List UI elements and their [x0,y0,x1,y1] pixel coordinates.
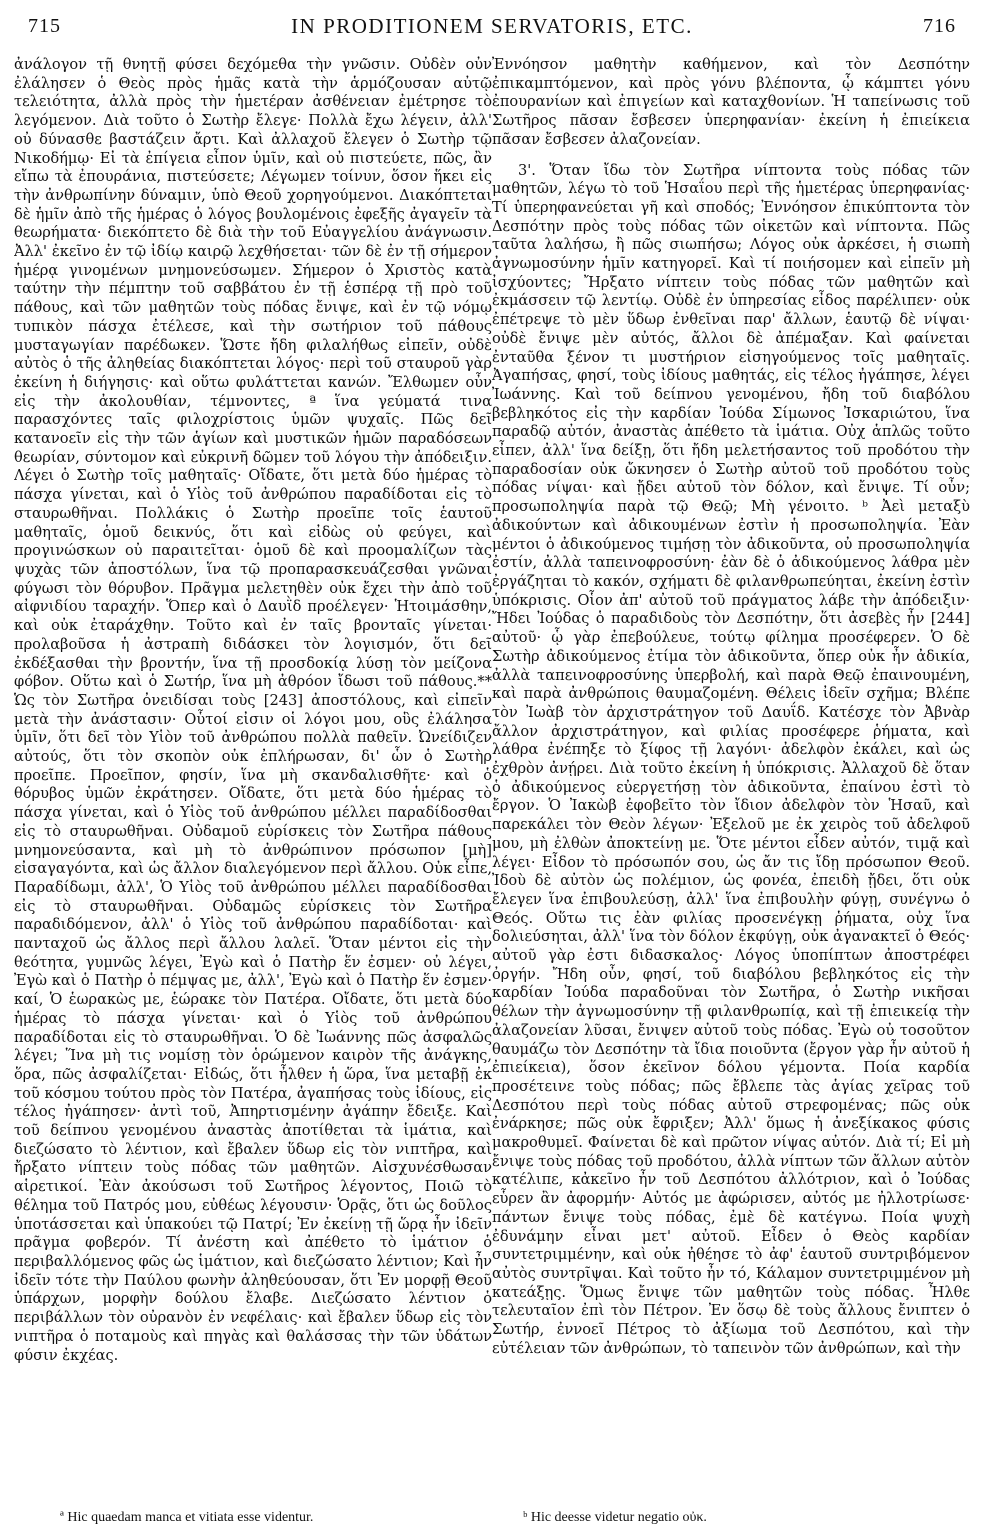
right-column [492,56,970,1496]
running-title: IN PRODITIONEM SERVATORIS, ETC. [291,13,693,38]
left-column-text: ἀνάλογον τῇ θνητῇ φύσει δεχόμεθα τὴν γνῶσιν. Οὐδὲν οὖν ἐλάλησεν ὁ Θεὸς πρὸς ἡμᾶς κατὰ τὴν ἁρμόζουσαν αὐτῷ τελειότητα, ἀλλὰ πρὸς τὴν ἡμετέραν ἀσθένειαν ἐμέτρησε τὸ λεγόμενον. Διὰ τοῦτο ὁ Σωτὴρ ἔλεγε· Πολλὰ ἔχω λέγειν, ἀλλ' οὐ δύνασθε βαστάζειν ἄρτι. Καὶ ἀλλαχοῦ ἔλεγεν ὁ Σωτὴρ τῷ Νικοδήμῳ· Εἰ τὰ ἐπίγεια εἶπον ὑμῖν, καὶ οὐ πιστεύετε, πῶς, ἂν εἴπω τὰ ἐπουράνια, πιστεύσετε; Λέγωμεν τοίνυν, ὅσον ἥκει εἰς τὴν ἀνθρωπίνην δύναμιν, ὑπὸ Θεοῦ χορηγούμενοι. Διακόπτεται δὲ ἡμῖν ἀπὸ τῆς ἡμέρας ὁ λόγος βουλομένοις ἐφεξῆς ἀγαγεῖν τὰ θεωρήματα· διεκόπτετο δὲ διὰ τὴν τοῦ Εὐαγγελίου ἀνάγνωσιν. Ἀλλ' ἐκεῖνο ἐν τῷ ἰδίῳ καιρῷ λεχθήσεται· τῶν δὲ ἐν τῇ σήμερον ἡμέρᾳ γινομένων μνημονεύσωμεν. Σήμερον ὁ Χριστὸς κατὰ ταύτην τὴν πέμπτην τοῦ σαββάτου ἐν τῇ ἑσπέρᾳ τῇ πρὸ τοῦ πάθους, καὶ τῶν μαθητῶν τοὺς πόδας ἔνιψε, καὶ ἐν τῷ νόμῳ τυπικὸν πάσχα ἐτέλεσε, καὶ τὴν σωτήριον τοῦ πάθους μυσταγωγίαν παρέδωκεν. Ὥστε ἤδη φιλαλήθως εἰπεῖν, οὐδὲ αὐτὸς ὁ τῆς ἀληθείας διακόπτεται λόγος· περὶ τοῦ σταυροῦ γὰρ ἐκείνη ἡ διήγησις· καὶ οὕτω φυλάττεται κανών. Ἔλθωμεν οὖν εἰς τὴν ἀκολουθίαν, τέμνοντες, ª ἵνα γεύματά τινα παρασχόντες ταῖς φιλοχρίστοις ὑμῶν ψυχαῖς. Πῶς δεῖ κατανοεῖν εἰς τὴν τῶν ἁγίων καὶ μυστικῶν ἡμῶν παραδόσεων θεωρίαν, σύντομον καὶ εὐκρινῆ δῶμεν τοῦ λόγου τὴν ἀπόδειξιν. Λέγει ὁ Σωτὴρ τοῖς μαθηταῖς· Οἴδατε, ὅτι μετὰ δύο ἡμέρας τὸ πάσχα γίνεται, καὶ ὁ Υἱὸς τοῦ ἀνθρώπου παραδίδοται εἰς τὸ σταυρωθῆναι. Πολλάκις ὁ Σωτὴρ προεῖπε τοῖς ἑαυτοῦ μαθηταῖς, ὁμοῦ δεικνύς, ὅτι καὶ εἰδὼς οὐ φεύγει, καὶ προγινώσκων οὐ παραιτεῖται· ὁμοῦ δὲ καὶ προομαλίζων τὰς ψυχὰς τῶν ἀποστόλων, ἵνα τῷ προπαρασκευάζεσθαι γνῶναι φύγωσι τὸν θόρυβον. Πρᾶγμα μελετηθὲν οὐκ ἔχει τὴν ἀπὸ τοῦ αἰφνιδίου ταραχήν. Ὅπερ καὶ ὁ Δαυῒδ προέλεγεν· Ἡτοιμάσθην, καὶ οὐκ ἐταράχθην. Τοῦτο καὶ ἐν ταῖς βρονταῖς γίνεται· προλαβοῦσα ἡ ἀστραπὴ διδάσκει τὸν λογισμόν, ὅτι δεῖ ἐκδέξασθαι τὴν βροντήν, ἵνα τῇ προσδοκίᾳ λύσῃ τὸν μείζονα φόβον. Οὕτω καὶ ὁ Σωτήρ, ἵνα μὴ ἀθρόον ἴδωσι τοῦ πάθους.** Ὡς τὸν Σωτῆρα ὀνειδίσαι τοὺς [243] ἀποστόλους, καὶ εἰπεῖν μετὰ τὴν ἀνάστασιν· Οὗτοί εἰσιν οἱ λόγοι μου, οὓς ἐλάλησα ὑμῖν, ὅτι δεῖ τὸν Υἱὸν τοῦ ἀνθρώπου πολλὰ παθεῖν. Ὠνείδιζεν αὐτούς, ὅτι τὸν σκοπὸν οὐκ ἐπλήρωσαν, δι' ὧν ὁ Σωτὴρ προεῖπε. Προεῖπον, φησίν, ἵνα μὴ σκανδαλισθῆτε· καὶ ὁ θόρυβος ὑμῶν ἐκράτησεν. Οἴδατε, ὅτι μετὰ δύο ἡμέρας τὸ πάσχα γίνεται, καὶ ὁ Υἱὸς τοῦ ἀνθρώπου μέλλει παραδίδοσθαι εἰς τὸ σταυρωθῆναι. Οὐδαμοῦ εὑρίσκεις τὸν Σωτῆρα πάθους μνημονεύσαντα, καὶ μὴ τὸ ἀνθρώπινον πρόσωπον [μὴ] εἰσαγαγόντα, καὶ ὡς ἄλλον διαλεγόμενον περὶ ἄλλου. Οὐκ εἶπε, Παραδίδωμι, ἀλλ', Ὁ Υἱὸς τοῦ ἀνθρώπου μέλλει παραδίδοσθαι εἰς τὸ σταυρωθῆναι. Οὐδαμῶς εὑρίσκεις τὸν Σωτῆρα παραδιδόμενον, ἀλλ' ὁ Υἱὸς τοῦ ἀνθρώπου παραδίδοται· καὶ πανταχοῦ ὡς ἄλλος περὶ ἄλλου λαλεῖ. Ὅταν μέντοι εἰς τὴν θεότητα, γυμνῶς λέγει, Ἐγὼ καὶ ὁ Πατὴρ ἕν ἐσμεν· οὐ λέγει, Ἐγὼ καὶ ὁ Πατὴρ ὁ πέμψας με, ἀλλ', Ἐγὼ καὶ ὁ Πατὴρ ἕν ἐσμεν· καί, Ὁ ἑωρακὼς με, ἑώρακε τὸν Πατέρα. Οἴδατε, ὅτι μετὰ δύο ἡμέρας τὸ πάσχα γίνεται· καὶ ὁ Υἱὸς τοῦ ἀνθρώπου παραδίδοται εἰς τὸ σταυρωθῆναι. Ὁ δὲ Ἰωάννης πῶς ἀσφαλῶς λέγει; Ἵνα μὴ τις νομίσῃ τὸν ὁρώμενον καιρὸν τῆς ἀνάγκης, ὅρα, πῶς ἀσφαλίζεται· Εἰδώς, ὅτι ἦλθεν ἡ ὥρα, ἵνα μεταβῇ ἐκ τοῦ κόσμου τούτου πρὸς τὸν Πατέρα, ἀγαπήσας τοὺς ἰδίους, εἰς τέλος ἠγάπησεν· ἀντὶ τοῦ, Ἀπηρτισμένην ἀγάπην ἔδειξε. Καὶ τοῦ δείπνου γενομένου ἀναστὰς ἀποτίθεται τὰ ἱμάτια, καὶ διεζώσατο τὸ λέντιον, καὶ ἔβαλεν ὕδωρ εἰς τὸν νιπτῆρα, καὶ ἤρξατο νίπτειν τοὺς πόδας τῶν μαθητῶν. Αἰσχυνέσθωσαν αἱρετικοί. Ἐὰν ἀκούσωσι τοῦ Σωτῆρος λέγοντος, Ποιῶ τὸ θέλημα τοῦ Πατρός μου, εὐθέως λέγουσιν· Ὁρᾷς, ὅτι ὡς δοῦλος ὑποτάσσεται καὶ ὑπακούει τῷ Πατρί; Ἐν ἐκείνῃ τῇ ὥρᾳ ἦν ἰδεῖν πρᾶγμα φοβερόν. Τί ἀνέστη καὶ ἀπέθετο τὸ ἱμάτιον ὁ περιβαλλόμενος φῶς ὡς ἱμάτιον, καὶ διεζώσατο λέντιον; Καὶ ἦν ἰδεῖν τότε τὴν Παύλου φωνὴν ἀληθεύουσαν, ὅτι Ἐν μορφῇ Θεοῦ ὑπάρχων, μορφὴν δούλου ἔλαβε. Διεζώσατο λέντιον ὁ περιβάλλων τὸν οὐρανὸν ἐν νεφέλαις· καὶ ἔβαλεν ὕδωρ εἰς τὸν νιπτῆρα ὁ ποταμοὺς καὶ πηγὰς καὶ θαλάσσας τὴν τῶν ὑδάτων φύσιν ἐκχέας. [14,56,492,1364]
left-page-number: 715 [28,14,61,37]
left-column [14,56,492,1496]
two-column-body [14,56,970,1496]
right-page-number: 716 [923,14,956,37]
right-column-paragraph-2: 3'. Ὅταν ἴδω τὸν Σωτῆρα νίπτοντα τοὺς πόδας τῶν μαθητῶν, λέγω τὸ τοῦ Ἡσαΐου περὶ τῆς ἡμετέρας ὑπερηφανίας· Τί ὑπερηφανεύεται γῆ καὶ σποδός; Ἐννόησον ἐπικύπτοντα τὸν Δεσπότην πρὸς τοὺς πόδας τῶν οἰκετῶν καὶ νίπτοντα. Πῶς ταῦτα λαλήσω, ἢ πῶς σιωπήσω; Λόγος οὐκ ἀρκέσει, ἡ σιωπὴ ἀγνωμοσύνην ἡμῖν κατηγορεῖ. Καὶ τί ποιήσομεν καὶ εἰπεῖν μὴ ἰσχύοντες; Ἤρξατο νίπτειν τοὺς πόδας τῶν μαθητῶν καὶ ἐκμάσσειν τῷ λεντίῳ. Οὐδὲ ἐν ὑπηρεσίας εἶδος παρέλιπεν· οὐκ ἐπέτρεψε τὸ μὲν ὕδωρ ἐνθεῖναι παρ' ἄλλων, ἑαυτῷ δὲ νίψαι· οὐδὲ ἔνιψε μὲν αὐτός, ἄλλοι δὲ ἀπέμαξαν. Καὶ φαίνεται ἐνταῦθα ξένον τι μυστήριον εἰσηγούμενος τοῖς μαθηταῖς. Ἀγαπήσας, φησί, τοὺς ἰδίους μαθητάς, εἰς τέλος ἠγάπησε, λέγει Ἰωάννης. Καὶ τοῦ δείπνου γενομένου, ἤδη τοῦ διαβόλου βεβληκότος εἰς τὴν καρδίαν Ἰούδα Σίμωνος Ἰσκαριώτου, ἵνα παραδῷ αὐτόν, ἀναστὰς ἀπέθετο τὰ ἱμάτια. Οὐχ ἁπλῶς τοῦτο εἶπεν, ἀλλ' ἵνα δείξῃ, ὅτι ἤδη μελετήσαντος τοῦ προδότου τὴν παραδοσίαν οὐκ ὤκνησεν ὁ Σωτὴρ αὐτοῦ τοῦ προδότου τοὺς πόδας νίψαι· καὶ ᾔδει αὐτοῦ τὸν δόλον, καὶ ἔνιψε. Τί οὖν; προσωποληψία παρὰ τῷ Θεῷ; Μὴ γένοιτο. ᵇ Ἀεὶ μεταξὺ ἀδικούντων καὶ ἀδικουμένων ἐστὶν ἡ προσωποληψία. Ἐὰν μέντοι ὁ ἀδικούμενος τιμήσῃ τὸν ἀδικοῦντα, οὐ προσωποληψία ἐστίν, ἀλλὰ ταπεινοφροσύνη· ἐὰν δὲ ὁ ἀδικούμενος λάθρα μὲν ἐργάζηται τὸ κακόν, σχήματι δὲ φιλανθρωπεύηται, ἐκείνη ἐστὶν ὑπόκρισις. Οἷον ἀπ' αὐτοῦ τοῦ πράγματος λάβε τὴν ἀπόδειξιν· Ἤδει Ἰούδας ὁ παραδιδοὺς τὸν Δεσπότην, ὅτι ἀσεβὲς ἦν [244] αὐτοῦ· ᾧ γὰρ ἐπεβούλευε, τούτῳ φίλημα προσέφερεν. Ὁ δὲ Σωτὴρ ἀδικούμενος ἐτίμα τὸν ἀδικοῦντα, ὅπερ οὐκ ἦν ἀδικία, ἀλλὰ ταπεινοφροσύνης ὑπερβολή, καὶ παρὰ Θεῷ ἐπαινουμένη, καὶ παρὰ ἀνθρώποις θαυμαζομένη. Θέλεις ἰδεῖν σχῆμα; Βλέπε τὸν Ἰωὰβ τὸν ἀρχιστράτηγον τοῦ Δαυΐδ. Κατέσχε τὸν Ἀβνὰρ ἄλλον ἀρχιστράτηγον, καὶ φιλίας προσέφερε ῥήματα, καὶ λάθρα ἐνέπηξε τὸ ξίφος τῇ λαγόνι· ἀδελφὸν ἐκάλει, καὶ ὡς ἐχθρὸν ἀνῄρει. Διὰ τοῦτο ἐκείνη ἡ ὑπόκρισις. Ἀλλαχοῦ δὲ ὅταν ὁ ἀδικούμενος εὐεργετήσῃ τὸν ἀδικοῦντα, ἐπαίνου ἐστὶ τὸ ἔργον. Ὁ Ἰακὼβ ἐφοβεῖτο τὸν ἴδιον ἀδελφὸν τὸν Ἡσαῦ, καὶ παρεκάλει τὸν Θεὸν λέγων· Ἐξελοῦ με ἐκ χειρὸς τοῦ ἀδελφοῦ μου, μὴ ἐλθὼν ἀποκτείνῃ με. Ὅτε μέντοι εἶδεν αὐτόν, τιμᾷ καὶ λέγει· Εἶδον τὸ πρόσωπόν σου, ὡς ἄν τις ἴδῃ πρόσωπον Θεοῦ. Ἰδοὺ δὲ αὐτὸν ὡς πολέμιον, ὡς φονέα, ἐπειδὴ ᾔδει, ὅτι οὐκ ἔλεγεν ἵνα ἐπιβουλεύσῃ, ἀλλ' ἵνα ἐπιβουλὴν φύγῃ, συνέγνω ὁ Θεός. Οὕτω τις ἐὰν φιλίας προσενέγκῃ ῥήματα, οὐχ ἵνα δολιεύσηται, ἀλλ' ἵνα τὸν δόλον ἐκφύγῃ, οὐκ ἀγανακτεῖ ὁ Θεός· αὐτοῦ γὰρ ἐστι διδασκαλος· Λόγος ὑποπίπτων ἀποστρέφει ὀργήν. Ἤδη οὖν, φησί, τοῦ διαβόλου βεβληκότος εἰς τὴν καρδίαν Ἰούδα παραδοῦναι τὸν Σωτῆρα, ὁ Σωτὴρ νικῆσαι θέλων τὴν ἀγνωμοσύνην τῇ φιλανθρωπίᾳ, καὶ τῇ ἐπιεικείᾳ τὴν ἀλαζονείαν λῦσαι, ἔνιψεν αὐτοῦ τοὺς πόδας. Ἐγὼ οὐ τοσοῦτον θαυμάζω τὸν Δεσπότην τὰ ἴδια ποιοῦντα (ἔργον γὰρ ἦν αὐτοῦ ἡ ἐπιείκεια), ὅσον ἐκεῖνον δόλου γέμοντα. Ποία καρδία προσέτεινε τοὺς πόδας; πῶς ἔβλεπε τὰς ἁγίας χεῖρας τοῦ Δεσπότου περὶ τοὺς πόδας αὐτοῦ στρεφομένας; πῶς οὐκ ἐνάρκησε; πῶς οὐκ ἔφριξεν; Ἀλλ' ὅμως ἡ ἀνεξίκακος φύσις μακροθυμεῖ. Φαίνεται δὲ καὶ πρῶτον νίψας αὐτόν. Διὰ τί; Εἰ μὴ ἔνιψε τοὺς πόδας τοῦ προδότου, ἀλλὰ νίπτων τῶν ἄλλων αὐτὸν κατέλιπε, κἀκεῖνο ἦν τοῦ Δεσπότου ἀλλότριον, καὶ ὁ Ἰούδας εὗρεν ἂν ἀφορμήν· Αὐτός με ἀφώρισεν, αὐτός με ἠλλοτρίωσε· πάντων ἔνιψε τοὺς πόδας, ἐμὲ δὲ κατέγνω. Ποία ψυχὴ ἐδυνάμην εἶναι μετ' αὐτοῦ. Εἶδεν ὁ Θεὸς καρδίαν συντετριμμένην, καὶ οὐκ ἠθέησε τὸ ἀφ' ἑαυτοῦ συντριβόμενον αὐτὸς συντρῖψαι. Καὶ τοῦτο ἦν τό, Κάλαμον συντετριμμένον μὴ κατεάξῃς. Ὅμως ἔνιψε τῶν μαθητῶν τοὺς πόδας. Ἦλθε τελευταῖον ἐπὶ τὸν Πέτρον. Ἐν ὅσῳ δὲ τοὺς ἄλλους ἔνιπτεν ὁ Σωτήρ, ἐννοεῖ Πέτρος τὸ ἀξίωμα τοῦ Δεσπότου, καὶ τὴν εὐτέλειαν τῶν ἀνθρώπων, τὸ ταπεινὸν τῶν ἀνθρώπων, καὶ τὴν [492,161,970,1357]
footnote-b: ᵇ Hic deesse videtur negatio οὐκ. [523,1510,707,1525]
footnotes [30,1510,956,1526]
right-column-paragraph-1: Ἐννόησον μαθητὴν καθήμενον, καὶ τὸν Δεσπότην ἐπικαμπτόμενον, καὶ πρὸς γόνυ βλέποντα, ᾧ κάμπτει γόνυ ἐπουρανίων καὶ ἐπιγείων καὶ καταχθονίων. Ἡ ταπείνωσις τοῦ Σωτῆρος πᾶσαν ἔσβεσεν ὑπερηφανίαν· ἐκείνη ἡ ἐπιείκεια πᾶσαν ἔσβεσεν ἀλαζονείαν. [492,56,970,148]
footnote-a: ª Hic quaedam manca et vitiata esse videntur. [60,1510,314,1525]
running-header [28,6,956,46]
